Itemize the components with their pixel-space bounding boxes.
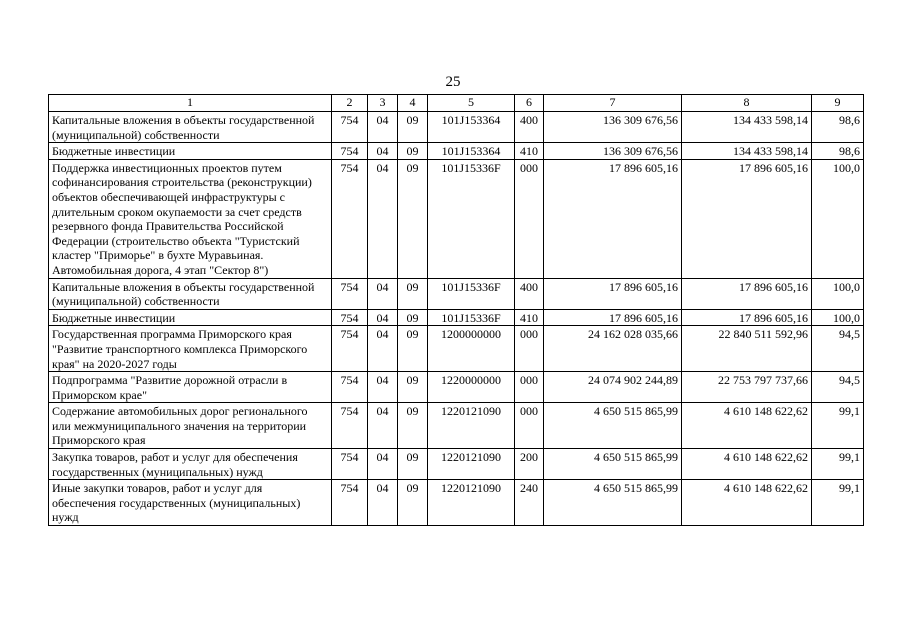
row-name-cell: Бюджетные инвестиции: [49, 143, 332, 160]
target-article-cell: 101J153364: [428, 143, 515, 160]
planned-amount-cell: 17 896 605,16: [544, 159, 682, 278]
executed-amount-cell: 17 896 605,16: [682, 309, 812, 326]
execution-percent-cell: 99,1: [812, 480, 864, 526]
chapter-code-cell: 754: [332, 449, 368, 480]
column-header: 6: [515, 95, 544, 112]
chapter-code-cell: 754: [332, 372, 368, 403]
planned-amount-cell: 24 162 028 035,66: [544, 326, 682, 372]
execution-percent-cell: 100,0: [812, 159, 864, 278]
column-header: 3: [368, 95, 398, 112]
table-row: [49, 143, 864, 160]
target-article-cell: 101J15336F: [428, 159, 515, 278]
target-article-cell: 101J153364: [428, 112, 515, 143]
planned-amount-cell: 4 650 515 865,99: [544, 480, 682, 526]
section-code-cell: 04: [368, 480, 398, 526]
row-name-cell: Бюджетные инвестиции: [49, 309, 332, 326]
chapter-code-cell: 754: [332, 403, 368, 449]
section-code-cell: 04: [368, 309, 398, 326]
execution-percent-cell: 100,0: [812, 309, 864, 326]
row-name-cell: Поддержка инвестиционных проектов путем софинансирования строительства (реконструкции) объектов обеспечивающей инфраструктуры с длительным сроком окупаемости за счет средств резервного фонда Правительства Российской Федерации (строительство объекта "Туристский кластер "Приморье" в бухте Муравьиная. Автомобильная дорога, 4 этап "Сектор 8"): [49, 159, 332, 278]
row-name-cell: Капитальные вложения в объекты государственной (муниципальной) собственности: [49, 278, 332, 309]
executed-amount-cell: 4 610 148 622,62: [682, 403, 812, 449]
target-article-cell: 101J15336F: [428, 278, 515, 309]
expense-type-cell: 400: [515, 112, 544, 143]
row-name-cell: Содержание автомобильных дорог регионального или межмуниципального значения на территории Приморского края: [49, 403, 332, 449]
column-header: 8: [682, 95, 812, 112]
table-row: [49, 372, 864, 403]
chapter-code-cell: 754: [332, 480, 368, 526]
subsection-code-cell: 09: [398, 449, 428, 480]
subsection-code-cell: 09: [398, 143, 428, 160]
column-header: 4: [398, 95, 428, 112]
executed-amount-cell: 4 610 148 622,62: [682, 480, 812, 526]
target-article-cell: 1220121090: [428, 480, 515, 526]
executed-amount-cell: 17 896 605,16: [682, 159, 812, 278]
section-code-cell: 04: [368, 372, 398, 403]
subsection-code-cell: 09: [398, 278, 428, 309]
execution-percent-cell: 100,0: [812, 278, 864, 309]
planned-amount-cell: 17 896 605,16: [544, 278, 682, 309]
table-row: [49, 112, 864, 143]
executed-amount-cell: 134 433 598,14: [682, 112, 812, 143]
expense-type-cell: 410: [515, 309, 544, 326]
planned-amount-cell: 17 896 605,16: [544, 309, 682, 326]
chapter-code-cell: 754: [332, 112, 368, 143]
section-code-cell: 04: [368, 112, 398, 143]
row-name-cell: Иные закупки товаров, работ и услуг для обеспечения государственных (муниципальных) нужд: [49, 480, 332, 526]
table-row: [49, 403, 864, 449]
row-name-cell: Закупка товаров, работ и услуг для обеспечения государственных (муниципальных) нужд: [49, 449, 332, 480]
column-header: 1: [49, 95, 332, 112]
planned-amount-cell: 136 309 676,56: [544, 112, 682, 143]
expense-type-cell: 240: [515, 480, 544, 526]
planned-amount-cell: 4 650 515 865,99: [544, 403, 682, 449]
column-header: 2: [332, 95, 368, 112]
execution-percent-cell: 99,1: [812, 403, 864, 449]
section-code-cell: 04: [368, 326, 398, 372]
expense-type-cell: 200: [515, 449, 544, 480]
section-code-cell: 04: [368, 278, 398, 309]
executed-amount-cell: 134 433 598,14: [682, 143, 812, 160]
expense-type-cell: 000: [515, 372, 544, 403]
planned-amount-cell: 136 309 676,56: [544, 143, 682, 160]
chapter-code-cell: 754: [332, 278, 368, 309]
executed-amount-cell: 22 753 797 737,66: [682, 372, 812, 403]
table-row: [49, 309, 864, 326]
column-header: 9: [812, 95, 864, 112]
chapter-code-cell: 754: [332, 326, 368, 372]
table-body: [49, 112, 864, 526]
subsection-code-cell: 09: [398, 112, 428, 143]
executed-amount-cell: 4 610 148 622,62: [682, 449, 812, 480]
subsection-code-cell: 09: [398, 372, 428, 403]
row-name-cell: Подпрограмма "Развитие дорожной отрасли в Приморском крае": [49, 372, 332, 403]
target-article-cell: 101J15336F: [428, 309, 515, 326]
page-number: 25: [445, 74, 461, 90]
section-code-cell: 04: [368, 449, 398, 480]
execution-percent-cell: 98,6: [812, 112, 864, 143]
section-code-cell: 04: [368, 143, 398, 160]
planned-amount-cell: 4 650 515 865,99: [544, 449, 682, 480]
chapter-code-cell: 754: [332, 143, 368, 160]
target-article-cell: 1200000000: [428, 326, 515, 372]
execution-percent-cell: 98,6: [812, 143, 864, 160]
section-code-cell: 04: [368, 159, 398, 278]
subsection-code-cell: 09: [398, 159, 428, 278]
execution-percent-cell: 94,5: [812, 326, 864, 372]
executed-amount-cell: 22 840 511 592,96: [682, 326, 812, 372]
table-row: [49, 326, 864, 372]
subsection-code-cell: 09: [398, 403, 428, 449]
column-header: 5: [428, 95, 515, 112]
executed-amount-cell: 17 896 605,16: [682, 278, 812, 309]
target-article-cell: 1220121090: [428, 403, 515, 449]
row-name-cell: Капитальные вложения в объекты государственной (муниципальной) собственности: [49, 112, 332, 143]
expense-type-cell: 000: [515, 159, 544, 278]
column-header: 7: [544, 95, 682, 112]
subsection-code-cell: 09: [398, 309, 428, 326]
table-row: [49, 480, 864, 526]
section-code-cell: 04: [368, 403, 398, 449]
target-article-cell: 1220121090: [428, 449, 515, 480]
expense-type-cell: 400: [515, 278, 544, 309]
subsection-code-cell: 09: [398, 480, 428, 526]
table-row: [49, 449, 864, 480]
chapter-code-cell: 754: [332, 159, 368, 278]
budget-table: [48, 94, 864, 526]
table-row: [49, 278, 864, 309]
execution-percent-cell: 99,1: [812, 449, 864, 480]
expense-type-cell: 000: [515, 403, 544, 449]
subsection-code-cell: 09: [398, 326, 428, 372]
expense-type-cell: 410: [515, 143, 544, 160]
table-header-row: [49, 95, 864, 112]
row-name-cell: Государственная программа Приморского края "Развитие транспортного комплекса Приморского края" на 2020-2027 годы: [49, 326, 332, 372]
planned-amount-cell: 24 074 902 244,89: [544, 372, 682, 403]
execution-percent-cell: 94,5: [812, 372, 864, 403]
table-row: [49, 159, 864, 278]
target-article-cell: 1220000000: [428, 372, 515, 403]
expense-type-cell: 000: [515, 326, 544, 372]
chapter-code-cell: 754: [332, 309, 368, 326]
